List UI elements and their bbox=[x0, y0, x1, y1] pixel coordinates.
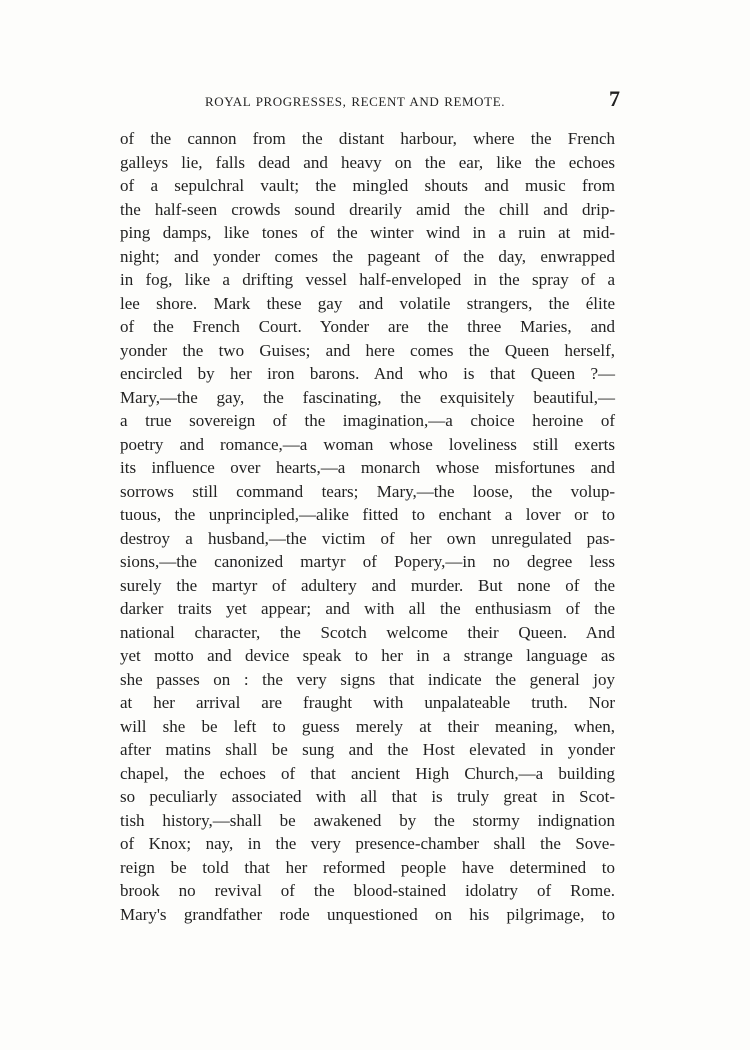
text-line: its influence over hearts,—a monarch whose misfortunes and bbox=[120, 458, 615, 477]
text-line: brook no revival of the blood-stained idolatry of Rome. bbox=[120, 881, 615, 900]
text-line: poetry and romance,—a woman whose loveliness still exerts bbox=[120, 434, 615, 454]
text-line: chapel, the echoes of that ancient High Church,—a building bbox=[120, 763, 615, 783]
text-line: encircled by her iron barons. And who is that Queen ?— bbox=[120, 364, 615, 383]
text-line: surely the martyr of adultery and murder. But none of the bbox=[120, 575, 615, 595]
text-line: Mary's grandfather rode unquestioned on his pilgrimage, to bbox=[120, 904, 615, 924]
text-line: lee shore. Mark these gay and volatile strangers, the élite bbox=[120, 293, 615, 313]
text-line: yonder the two Guises; and here comes the Queen herself, bbox=[120, 340, 615, 360]
text-line: of Knox; nay, in the very presence-chamber shall the Sove- bbox=[120, 834, 615, 853]
text-line: tish history,—shall be awakened by the stormy indignation bbox=[120, 810, 615, 830]
text-line: at her arrival are fraught with unpalateable truth. Nor bbox=[120, 693, 615, 712]
text-line: after matins shall be sung and the Host elevated in yonder bbox=[120, 740, 615, 759]
text-line: sorrows still command tears; Mary,—the loose, the volup- bbox=[120, 481, 615, 501]
running-head: ROYAL PROGRESSES, RECENT AND REMOTE. bbox=[205, 94, 506, 109]
text-line: destroy a husband,—the victim of her own unregulated pas- bbox=[120, 528, 615, 548]
text-line: of the French Court. Yonder are the three Maries, and bbox=[120, 317, 615, 336]
text-line: night; and yonder comes the pageant of the day, enwrapped bbox=[120, 246, 615, 266]
text-line: tuous, the unprincipled,—alike fitted to enchant a lover or to bbox=[120, 505, 615, 524]
text-line: reign be told that her reformed people have determined to bbox=[120, 857, 615, 877]
text-line: of a sepulchral vault; the mingled shouts and music from bbox=[120, 176, 615, 195]
text-line: national character, the Scotch welcome their Queen. And bbox=[120, 622, 615, 642]
text-line: will she be left to guess merely at their meaning, when, bbox=[120, 716, 615, 736]
text-line: ping damps, like tones of the winter wind in a ruin at mid- bbox=[120, 223, 615, 242]
text-line: she passes on : the very signs that indicate the general joy bbox=[120, 669, 615, 689]
page-number: 7 bbox=[609, 86, 620, 111]
page-header bbox=[120, 86, 620, 116]
text-line: darker traits yet appear; and with all the enthusiasm of the bbox=[120, 599, 615, 618]
text-line: yet motto and device speak to her in a strange language as bbox=[120, 646, 615, 665]
body-text bbox=[120, 127, 615, 926]
text-line: in fog, like a drifting vessel half-enveloped in the spray of a bbox=[120, 270, 615, 289]
text-line: Mary,—the gay, the fascinating, the exquisitely beautiful,— bbox=[120, 387, 615, 407]
text-line: a true sovereign of the imagination,—a choice heroine of bbox=[120, 411, 615, 430]
text-line: galleys lie, falls dead and heavy on the ear, like the echoes bbox=[120, 152, 615, 172]
text-line: so peculiarly associated with all that is truly great in Scot- bbox=[120, 787, 615, 806]
text-line: of the cannon from the distant harbour, where the French bbox=[120, 129, 615, 148]
text-line: the half-seen crowds sound drearily amid the chill and drip- bbox=[120, 199, 615, 219]
text-line: sions,—the canonized martyr of Popery,—in no degree less bbox=[120, 552, 615, 571]
